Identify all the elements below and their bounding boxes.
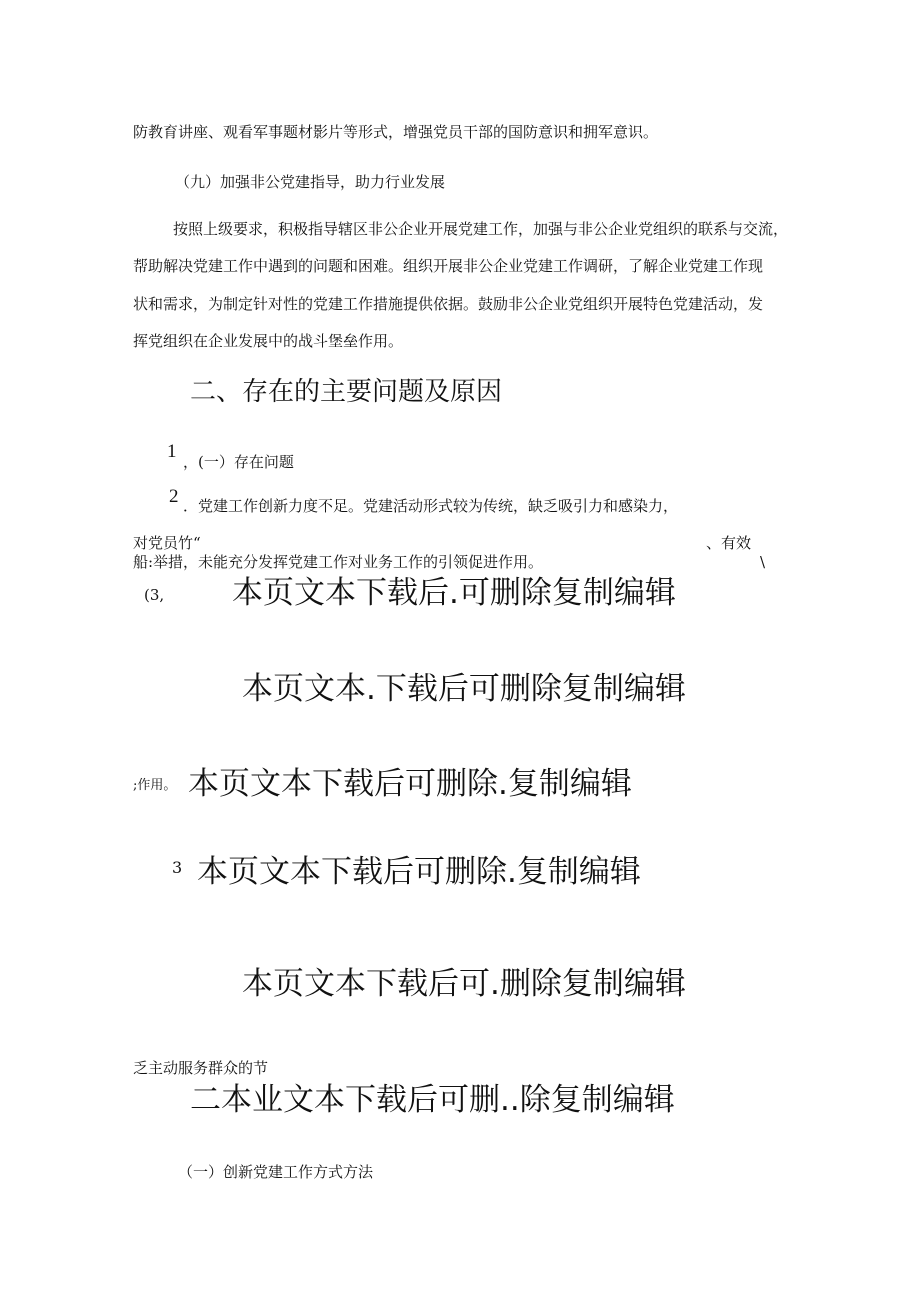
paragraph-line: 帮助解决党建工作中遇到的问题和困难。组织开展非公企业党建工作调研，了解企业党建工作现 [133,257,764,275]
paragraph-line: 状和需求，为制定针对性的党建工作措施提供依据。鼓励非公企业党组织开展特色党建活动，发 [133,295,764,313]
watermark-text: 本页文本下载后可.删除复制编辑 [242,966,686,1002]
list-number: 2 [169,486,179,507]
paragraph-line: 挥党组织在企业发展中的战斗堡垒作用。 [133,332,404,350]
watermark-text: 本页文本.下载后可删除复制编辑 [242,671,686,707]
watermark-text: 本页文本下载后.可删除复制编辑 [232,575,676,611]
paragraph-line: 防教育讲座、观看军事题材影片等形式，增强党员干部的国防意识和拥军意识。 [133,123,659,141]
text-fragment: 乏主动服务群众的节 [133,1059,269,1077]
paragraph-line: 按照上级要求，积极指导辖区非公企业开展党建工作，加强与非公企业党组织的联系与交流， [173,220,789,238]
list-number: 3 [172,858,183,877]
watermark-text: 本页文本下载后可删除.复制编辑 [188,766,632,802]
watermark-text: 本页文本下载后可删除.复制编辑 [197,854,641,890]
subsection-heading: （一）创新党建工作方式方法 [178,1163,374,1181]
watermark-text: 二本业文本下载后可删..除复制编辑 [190,1082,675,1118]
section-heading: （九）加强非公党建指导，助力行业发展 [175,173,446,191]
subsection-heading: ，(一）存在问题 [183,453,294,471]
text-fragment: 对党员竹“ [133,534,201,552]
text-fragment: (3, [144,586,165,604]
list-number: 1 [167,441,177,462]
text-fragment: 船:举措，未能充分发挥党建工作对业务工作的引领促进作用。 [133,553,544,571]
text-fragment: \ [760,553,766,571]
text-fragment: 、有效 [706,534,752,552]
list-item-text: ．党建工作创新力度不足。党建活动形式较为传统，缺乏吸引力和感染力， [183,497,679,515]
chapter-heading: 二、存在的主要问题及原因 [190,377,503,407]
text-fragment: ;作用。 [133,778,177,793]
